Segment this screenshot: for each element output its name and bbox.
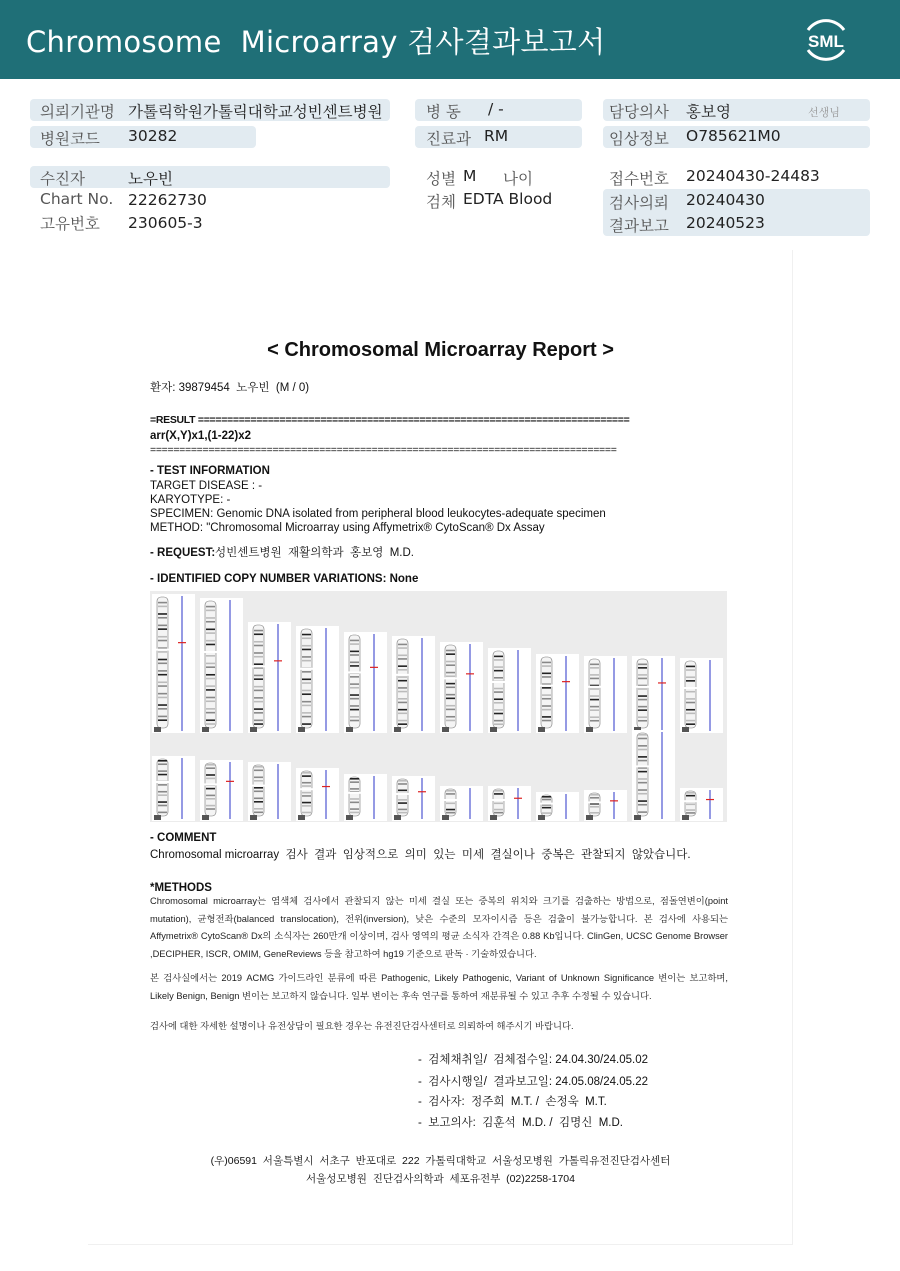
ward-label: 병 동 bbox=[426, 103, 461, 121]
chart-value: 22262730 bbox=[128, 191, 207, 209]
chromosome-12 bbox=[680, 658, 723, 733]
patient-label: 수진자 bbox=[40, 170, 85, 188]
signature-line-4: - 보고의사: 김훈석 M.D. / 김명신 M.D. bbox=[418, 1117, 624, 1129]
method-line: METHOD: "Chromosomal Microarray using Affymetrix® CytoScan® Dx Assay bbox=[150, 522, 545, 534]
report-title: < Chromosomal Microarray Report > bbox=[267, 339, 614, 361]
chromosome-7 bbox=[440, 642, 483, 733]
chromosome-8 bbox=[488, 648, 531, 733]
clinical-label: 임상정보 bbox=[609, 130, 669, 148]
chromosome-2 bbox=[200, 598, 243, 733]
result-value: arr(X,Y)x1,(1-22)x2 bbox=[150, 430, 251, 442]
specimen-line: SPECIMEN: Genomic DNA isolated from peripheral blood leukocytes-adequate specimen bbox=[150, 508, 606, 520]
sex-value: M bbox=[463, 167, 477, 185]
institution-value: 가톨릭학원가톨릭대학교성빈센트병원 bbox=[128, 103, 383, 121]
chromosome-X bbox=[632, 730, 675, 821]
hospital-code-value: 30282 bbox=[128, 127, 178, 145]
test-info-heading: - TEST INFORMATION bbox=[150, 465, 270, 477]
sex-label: 성별 bbox=[426, 170, 456, 188]
dept-label: 진료과 bbox=[426, 130, 471, 148]
patient-line: 환자: 39879454 노우빈 (M / 0) bbox=[150, 382, 310, 394]
signature-line-2: - 검사시행일/ 결과보고일: 24.05.08/24.05.22 bbox=[418, 1076, 649, 1088]
chromosome-9 bbox=[536, 654, 579, 733]
chromosome-18 bbox=[392, 776, 435, 821]
patient-value: 노우빈 bbox=[128, 170, 173, 188]
dept-value: RM bbox=[484, 127, 509, 145]
signature-line-1: - 검체채취일/ 검체접수일: 24.04.30/24.05.02 bbox=[418, 1054, 649, 1066]
chromosome-17 bbox=[344, 774, 387, 821]
methods-paragraph-1: Chromosomal microarray는 염색체 검사에서 관찰되지 않는 미세 결실 또는 중복의 위치와 크기를 검출하는 방법으로, 점돌연변이(point mutation), 균형전좌(balanced translocation), 전위(inversion), 낮은 수준의 모자이시즘 등은 검출이 불가능합니다. 본 검사에 사용되는 Affymetrix® CytoScan® Dx의 소식자는 260만개 이상이며, 검사 영역의 평균 소식자 간격은 0.88 Kb입니다. ClinGen, UCSC Genome Browser ,DECIPHER, ISCR, OMIM, GeneReviews 등을 참고하여 hg19 기준으로 판독 · 기술하였습니다. bbox=[150, 896, 728, 959]
result-separator: ================================================================================ bbox=[150, 444, 617, 456]
request-value: 성빈센트병원 재활의학과 홍보영 M.D. bbox=[215, 547, 414, 559]
chromosome-22 bbox=[584, 790, 627, 821]
chromosome-1 bbox=[152, 594, 195, 733]
cnv-heading: - IDENTIFIED COPY NUMBER VARIATIONS: None bbox=[150, 573, 419, 585]
specimen-value: EDTA Blood bbox=[463, 190, 553, 208]
age-label: 나이 bbox=[503, 170, 533, 188]
methods-paragraph-2: 본 검사실에서는 2019 ACMG 가이드라인 분류에 따른 Pathogenic, Likely Pathogenic, Variant of Unknown Significance 변이는 보고하며, Likely Benign, Benign 변이는 보고하지 않습니다. 일부 변이는 후속 연구를 통하여 재분류될 수 있고 추후 수정될 수 있습니다. bbox=[150, 973, 728, 1001]
unique-value: 230605-3 bbox=[128, 214, 203, 232]
chromosome-15 bbox=[248, 762, 291, 821]
chromosome-11 bbox=[632, 656, 675, 733]
chromosome-6 bbox=[392, 636, 435, 733]
page-title: Chromosome Microarray 검사결과보고서 bbox=[26, 25, 606, 59]
target-disease: TARGET DISEASE : - bbox=[150, 480, 263, 492]
hospital-code-label: 병원코드 bbox=[40, 130, 100, 148]
logo-text: SML bbox=[808, 32, 844, 51]
chromosome-20 bbox=[488, 786, 531, 821]
chromosome-16 bbox=[296, 768, 339, 821]
methods-heading: *METHODS bbox=[150, 882, 212, 894]
chromosome-3 bbox=[248, 622, 291, 733]
comment-heading: - COMMENT bbox=[150, 832, 217, 844]
methods-paragraph-3: 검사에 대한 자세한 설명이나 유전상담이 필요한 경우는 유전진단검사센터로 의뢰하여 해주시기 바랍니다. bbox=[150, 1021, 574, 1031]
result-line: =RESULT ========================================================================== bbox=[150, 414, 630, 426]
request-heading: - REQUEST: bbox=[150, 547, 216, 559]
clinical-value: O785621M0 bbox=[686, 127, 781, 145]
report-date-label: 결과보고 bbox=[609, 217, 669, 235]
footer-address: (우)06591 서울특별시 서초구 반포대로 222 가톨릭대학교 서울성모병원 가톨릭유전진단검사센터 bbox=[210, 1155, 671, 1167]
footer-contact: 서울성모병원 진단검사의학과 세포유전부 (02)2258-1704 bbox=[306, 1173, 575, 1185]
report-date-value: 20240523 bbox=[686, 214, 765, 232]
receipt-value: 20240430-24483 bbox=[686, 167, 820, 185]
doctor-label: 담당의사 bbox=[609, 103, 669, 121]
chromosome-21 bbox=[536, 792, 579, 821]
institution-label: 의뢰기관명 bbox=[40, 103, 115, 121]
chromosome-19 bbox=[440, 786, 483, 821]
specimen-label: 검체 bbox=[426, 193, 456, 211]
chart-label: Chart No. bbox=[40, 190, 114, 208]
unique-label: 고유번호 bbox=[40, 215, 100, 233]
receipt-label: 접수번호 bbox=[609, 170, 669, 188]
request-date-value: 20240430 bbox=[686, 191, 765, 209]
doctor-suffix: 선생님 bbox=[808, 106, 840, 119]
signature-line-3: - 검사자: 정주희 M.T. / 손정욱 M.T. bbox=[418, 1096, 607, 1108]
chromosome-Y bbox=[680, 788, 723, 821]
karyotype: KARYOTYPE: - bbox=[150, 494, 231, 506]
chromosome-14 bbox=[200, 760, 243, 821]
chromosome-4 bbox=[296, 626, 339, 733]
chromosome-10 bbox=[584, 656, 627, 733]
request-date-label: 검사의뢰 bbox=[609, 194, 669, 212]
doctor-value: 홍보영 bbox=[686, 103, 731, 121]
chromosome-13 bbox=[152, 756, 195, 821]
comment-text: Chromosomal microarray 검사 결과 임상적으로 의미 있는 미세 결실이나 중복은 관찰되지 않았습니다. bbox=[150, 849, 691, 861]
chromosome-5 bbox=[344, 632, 387, 733]
karyogram bbox=[150, 591, 727, 822]
karyogram-svg bbox=[150, 591, 727, 822]
patient-info-panel bbox=[0, 0, 900, 240]
report-document bbox=[88, 250, 793, 1245]
ward-value: / - bbox=[488, 100, 504, 118]
